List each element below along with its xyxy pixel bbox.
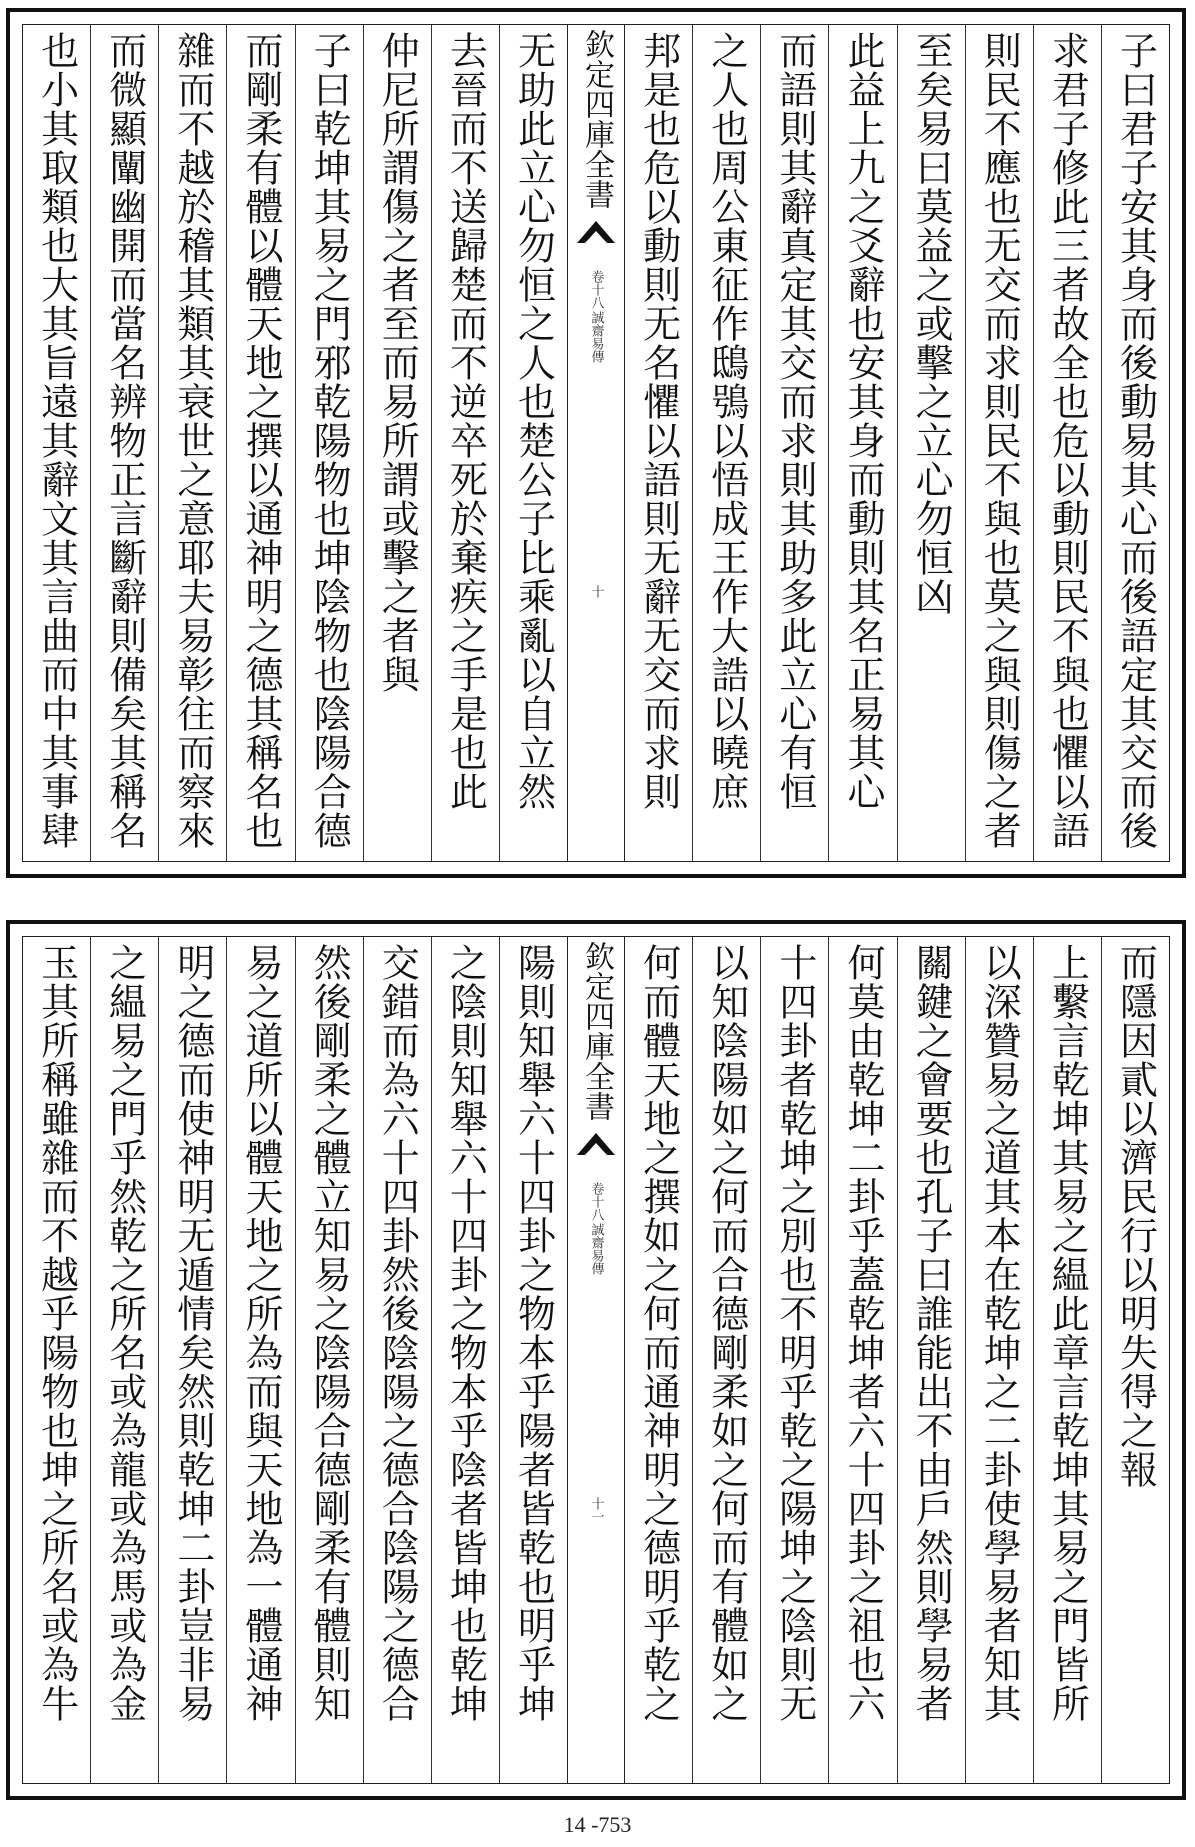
text-column: 何莫由乾坤二卦乎蓋乾坤者六十四卦之祖也六 <box>828 937 896 1783</box>
text-column: 子曰乾坤其易之門邪乾陽物也坤陰物也陰陽合德 <box>295 25 363 861</box>
bottom-left-half <box>23 937 567 1783</box>
text-column: 仲尼所謂傷之者至而易所謂或擊之者與 <box>363 25 431 861</box>
text-column: 陽則知舉六十四卦之物本乎陽者皆乾也明乎坤 <box>499 937 567 1783</box>
text-column: 明之德而使神明无遁情矣然則乾坤二卦豈非易 <box>158 937 226 1783</box>
bottom-page <box>6 920 1186 1800</box>
text-column: 也小其取類也大其旨遠其辭文其言曲而中其事肆 <box>34 31 79 850</box>
text-column: 而微顯闡幽開而當名辨物正言斷辭則備矣其稱名 <box>90 25 158 861</box>
fishtail-icon <box>575 217 617 245</box>
text-column: 然後剛柔之體立知易之陰陽合德剛柔有體則知 <box>295 937 363 1783</box>
text-column: 則民不應也无交而求則民不與也莫之與則傷之者 <box>965 25 1033 861</box>
text-column: 而語則其辭真定其交而求則其助多此立心有恒 <box>760 25 828 861</box>
block-center-spine <box>567 25 625 861</box>
top-left-half <box>23 25 567 861</box>
fishtail-icon <box>575 1129 617 1157</box>
spine-title: 欽定四庫全書 <box>579 941 614 1121</box>
text-column: 而剛柔有體以體天地之撰以通神明之德其稱名也 <box>226 25 294 861</box>
folio-number: 十一 <box>588 1497 604 1523</box>
folio-number: 十 <box>588 585 604 598</box>
text-column: 交錯而為六十四卦然後陰陽之德合陰陽之德合 <box>363 937 431 1783</box>
top-page-frame <box>22 24 1170 862</box>
text-column: 以知陰陽如之何而合德剛柔如之何而有體如之 <box>692 937 760 1783</box>
top-page <box>6 8 1186 878</box>
text-column: 无助此立心勿恒之人也楚公子比乘亂以自立然 <box>499 25 567 861</box>
spine-subtitle: 誠齋易傳 卷十八 <box>588 1182 604 1275</box>
text-column: 子曰君子安其身而後動易其心而後語定其交而後 <box>1101 25 1169 861</box>
text-column: 求君子修此三者故全也危以動則民不與也懼以語 <box>1033 25 1101 861</box>
text-column: 之人也周公東征作鴟鴞以悟成王作大誥以曉庶 <box>692 25 760 861</box>
text-column: 以深贊易之道其本在乾坤之二卦使學易者知其 <box>965 937 1033 1783</box>
text-column: 去晉而不送歸楚而不逆卒死於棄疾之手是也此 <box>431 25 499 861</box>
text-column: 之緼易之門乎然乾之所名或為龍或為馬或為金 <box>90 937 158 1783</box>
text-column: 易之道所以體天地之所為而與天地為一體通神 <box>226 937 294 1783</box>
spine-title: 欽定四庫全書 <box>579 29 614 209</box>
text-column: 之陰則知舉六十四卦之物本乎陰者皆坤也乾坤 <box>431 937 499 1783</box>
text-column: 上繫言乾坤其易之緼此章言乾坤其易之門皆所 <box>1033 937 1101 1783</box>
text-column: 至矣易曰莫益之或擊之立心勿恒凶 <box>897 25 965 861</box>
block-center-spine <box>567 937 625 1783</box>
bottom-page-frame <box>22 936 1170 1784</box>
text-column: 何而體天地之撰如之何而通神明之德明乎乾之 <box>636 943 681 1723</box>
page-number: 14 -753 <box>563 1812 632 1837</box>
spine-subtitle: 誠齋易傳 卷十八 <box>588 270 604 363</box>
text-column: 關鍵之會要也孔子曰誰能出不由戶然則學易者 <box>897 937 965 1783</box>
text-column: 邦是也危以動則无名懼以語則无辭无交而求則 <box>636 31 681 811</box>
bottom-right-half <box>625 937 1169 1783</box>
top-right-half <box>625 25 1169 861</box>
text-column: 此益上九之爻辭也安其身而動則其名正易其心 <box>828 25 896 861</box>
text-column: 玉其所稱雖雜而不越乎陽物也坤之所名或為牛 <box>34 943 79 1723</box>
text-column: 雜而不越於稽其類其衰世之意耶夫易彰往而察來 <box>158 25 226 861</box>
text-column: 十四卦者乾坤之別也不明乎乾之陽坤之陰則无 <box>760 937 828 1783</box>
text-column: 而隱因貳以濟民行以明失得之報 <box>1101 937 1169 1783</box>
